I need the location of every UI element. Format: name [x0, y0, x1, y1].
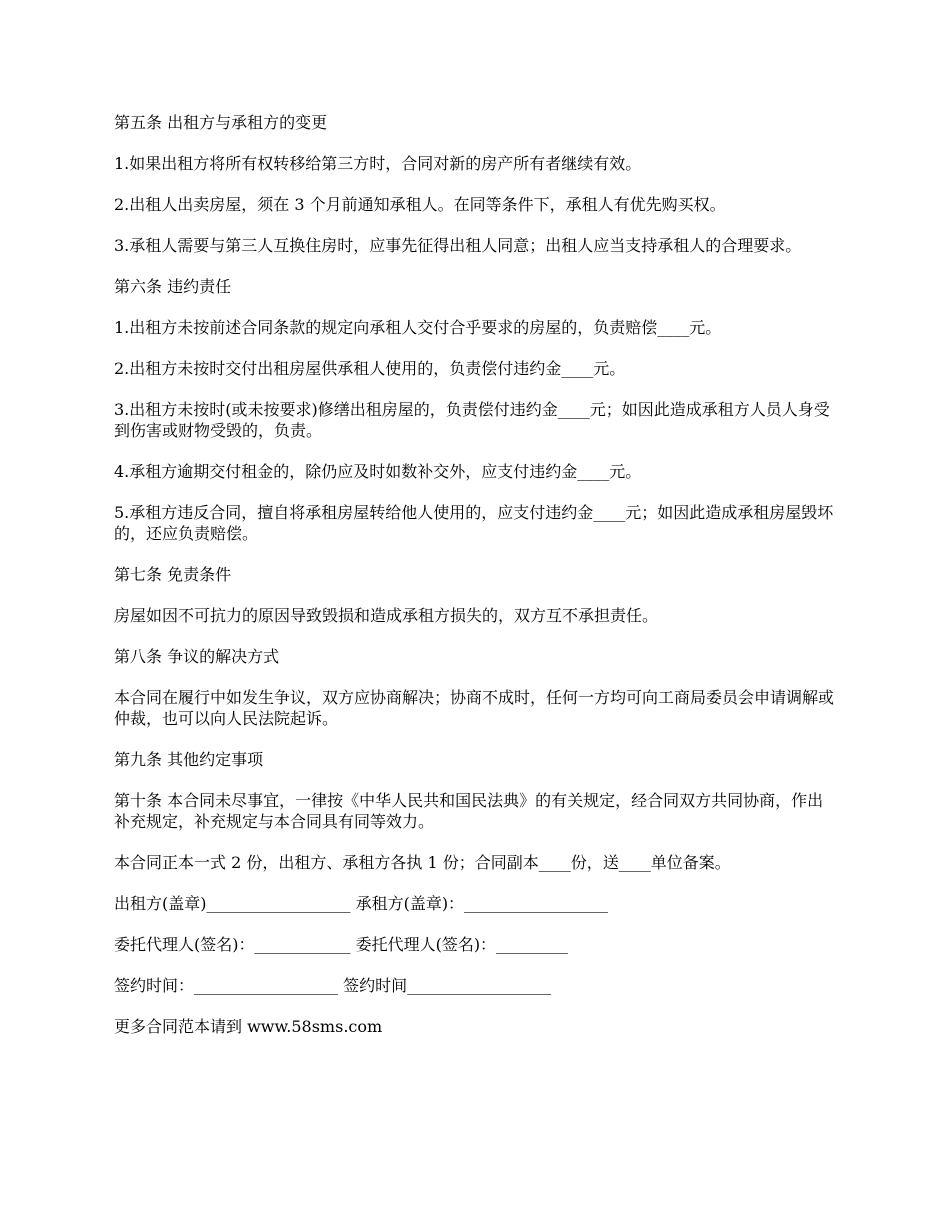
article-5-clause-1: 1.如果出租方将所有权转移给第三方时，合同对新的房产所有者继续有效。	[114, 154, 642, 173]
article-8-body: 本合同在履行中如发生争议，双方应协商解决；协商不成时，任何一方均可向工商局委员会申请调解或仲裁，也可以向人民法院起诉。	[114, 688, 835, 728]
article-10-body: 第十条 本合同未尽事宜，一律按《中华人民共和国民法典》的有关规定，经合同双方共同协商，作出补充规定，补充规定与本合同具有同等效力。	[114, 791, 824, 831]
article-9-heading: 第九条 其他约定事项	[114, 750, 264, 769]
article-6-clause-4: 4.承租方逾期交付租金的，除仍应及时如数补交外，应支付违约金____元。	[114, 462, 642, 481]
signing-date-line: 签约时间：__________________ 签约时间__________________	[114, 976, 552, 995]
article-6-heading: 第六条 违约责任	[114, 277, 232, 296]
contract-page	[114, 112, 838, 1057]
footer-link-text: 更多合同范本请到 www.58sms.com	[114, 1017, 383, 1036]
article-7-heading: 第七条 免责条件	[114, 565, 232, 584]
article-6-clause-1: 1.出租方未按前述合同条款的规定向承租人交付合乎要求的房屋的，负责赔偿____元。	[114, 318, 722, 337]
article-6-clause-5: 5.承租方违反合同，擅自将承租房屋转给他人使用的，应支付违约金____元；如因此造成承租房屋毁坏的，还应负责赔偿。	[114, 503, 834, 543]
copies-clause: 本合同正本一式 2 份，出租方、承租方各执 1 份；合同副本____份，送____单位备案。	[114, 853, 731, 872]
article-7-body: 房屋如因不可抗力的原因导致毁损和造成承租方损失的，双方互不承担责任。	[114, 606, 659, 625]
agent-signature-line: 委托代理人(签名)：____________ 委托代理人(签名)：_________	[114, 935, 569, 954]
article-8-heading: 第八条 争议的解决方式	[114, 647, 280, 666]
article-5-clause-2: 2.出租人出卖房屋，须在 3 个月前通知承租人。在同等条件下，承租人有优先购买权。	[114, 195, 726, 214]
article-6-clause-3: 3.出租方未按时(或未按要求)修缮出租房屋的，负责偿付违约金____元；如因此造成承租方人员人身受到伤害或财物受毁的，负责。	[114, 400, 830, 440]
article-6-clause-2: 2.出租方未按时交付出租房屋供承租人使用的，负责偿付违约金____元。	[114, 359, 626, 378]
article-5-heading: 第五条 出租方与承租方的变更	[114, 113, 328, 132]
seal-line: 出租方(盖章)__________________ 承租方(盖章)：__________________	[114, 894, 609, 913]
article-5-clause-3: 3.承租人需要与第三人互换住房时，应事先征得出租人同意；出租人应当支持承租人的合理要求。	[114, 236, 802, 255]
